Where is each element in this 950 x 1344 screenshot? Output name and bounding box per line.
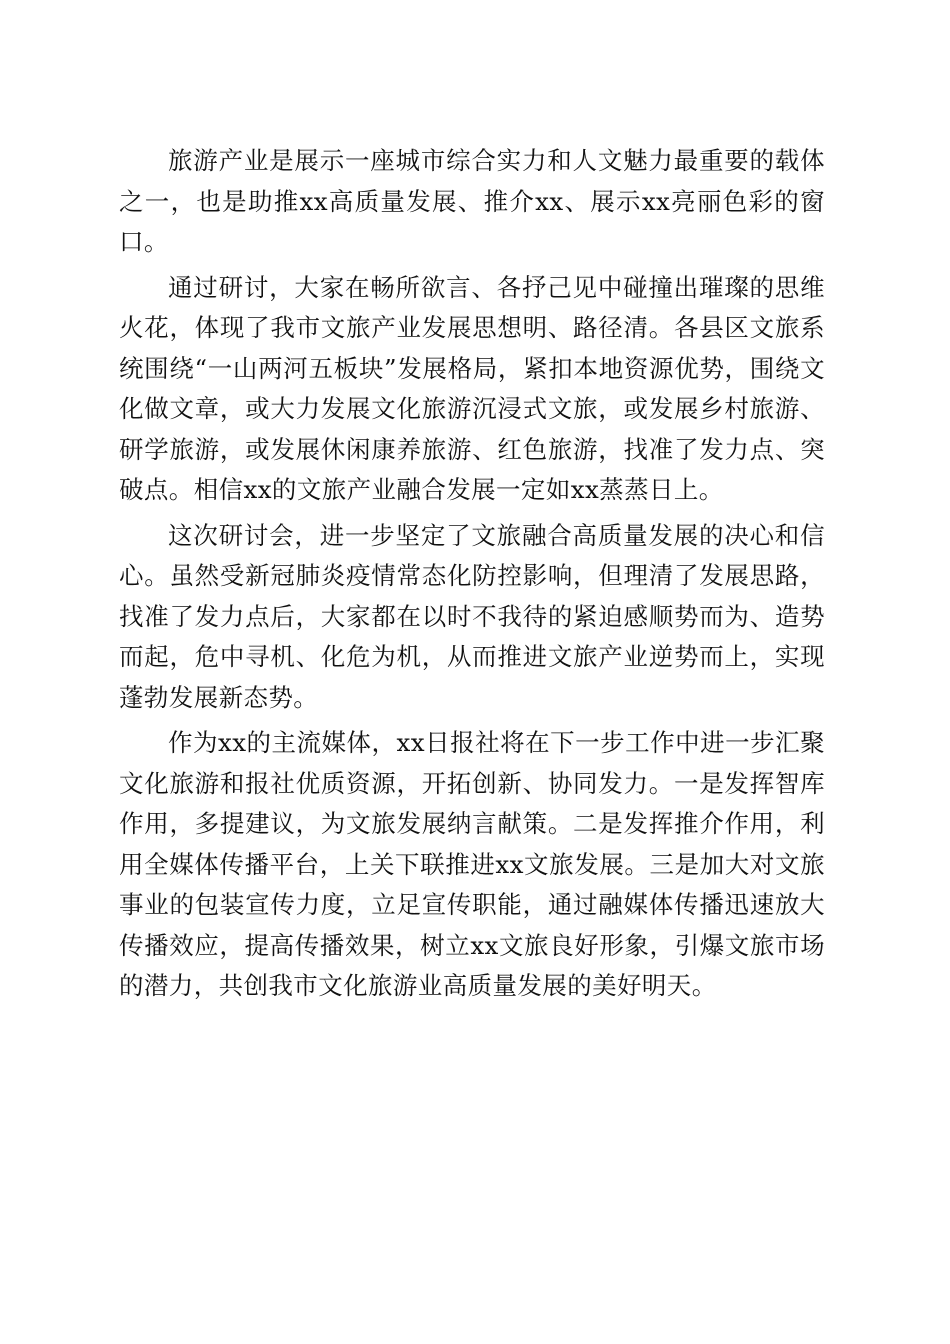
paragraph-1: 旅游产业是展示一座城市综合实力和人文魅力最重要的载体之一，也是助推xx高质量发展、推介xx、展示xx亮丽色彩的窗口。 [119, 146, 825, 256]
paragraph-2: 通过研讨，大家在畅所欲言、各抒己见中碰撞出璀璨的思维火花，体现了我市文旅产业发展思想明、路径清。各县区文旅系统围绕“一山两河五板块”发展格局，紧扣本地资源优势，围绕文化做文章，或大力发展文化旅游沉浸式文旅，或发展乡村旅游、研学旅游，或发展休闲康养旅游、红色旅游，找准了发力点、突破点。相信xx的文旅产业融合发展一定如xx蒸蒸日上。 [119, 272, 825, 504]
paragraph-4: 作为xx的主流媒体，xx日报社将在下一步工作中进一步汇聚文化旅游和报社优质资源，开拓创新、协同发力。一是发挥智库作用，多提建议，为文旅发展纳言献策。二是发挥推介作用，利用全媒体传播平台，上关下联推进xx文旅发展。三是加大对文旅事业的包装宣传力度，立足宣传职能，通过融媒体传播迅速放大传播效应，提高传播效果，树立xx文旅良好形象，引爆文旅市场的潜力，共创我市文化旅游业高质量发展的美好明天。 [119, 728, 825, 1000]
document-body [119, 141, 825, 1007]
paragraph-3: 这次研讨会，进一步坚定了文旅融合高质量发展的决心和信心。虽然受新冠肺炎疫情常态化防控影响，但理清了发展思路，找准了发力点后，大家都在以时不我待的紧迫感顺势而为、造势而起，危中寻机、化危为机，从而推进文旅产业逆势而上，实现蓬勃发展新态势。 [119, 520, 825, 712]
